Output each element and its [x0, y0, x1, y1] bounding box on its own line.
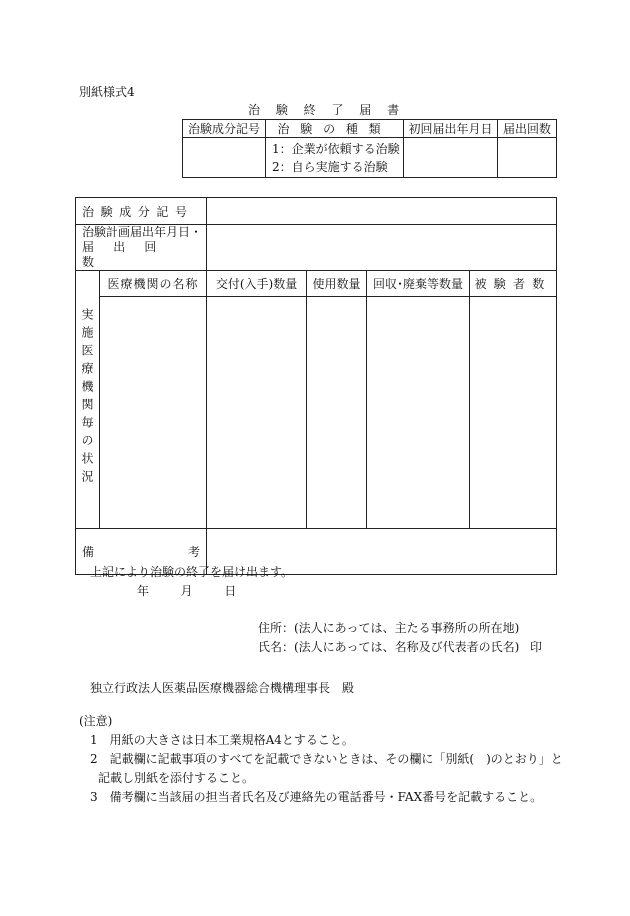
- col-delivered-quantity: 交付(入手)数量: [207, 271, 307, 297]
- top-table: [182, 119, 557, 178]
- date-month: 月: [180, 584, 193, 598]
- date-day: 日: [224, 584, 237, 598]
- delivered-quantity-field[interactable]: [207, 297, 307, 529]
- statement: 上記により治験の終了を届け出ます。: [90, 565, 294, 579]
- subject-count-field[interactable]: [470, 297, 557, 529]
- side-label: 実施医療機関毎の状況: [80, 308, 94, 488]
- header-trial-type: 治験の種類: [266, 120, 404, 138]
- col-subject-count: 被験者数: [470, 271, 557, 297]
- date-year: 年: [137, 584, 150, 598]
- trial-type-option-1: 1：企業が依頼する治験: [272, 141, 400, 156]
- date-line: [137, 585, 236, 597]
- main-table: [75, 197, 557, 575]
- plan-date-label: [76, 225, 207, 271]
- note-item-2-cont: 記載し別紙を添付すること。: [98, 771, 255, 785]
- recovered-quantity-field[interactable]: [367, 297, 470, 529]
- col-recovered-quantity: 回収･廃棄等数量: [367, 271, 470, 297]
- name-line: 氏名：(法人にあっては、名称及び代表者の氏名): [258, 640, 520, 654]
- count-value[interactable]: [498, 138, 557, 178]
- trial-type-options: [266, 138, 404, 178]
- remarks-label-char1: 備: [82, 545, 95, 559]
- note-item-2: 2 記載欄に記載事項のすべてを記載できないときは、その欄に「別紙( )のとおり」と: [90, 752, 563, 766]
- plan-date-label-line1: 治験計画届出年月日・: [82, 225, 203, 239]
- plan-date-field[interactable]: [207, 225, 557, 271]
- seal-mark: 印: [530, 640, 543, 654]
- remarks-label-char2: 考: [188, 545, 201, 559]
- header-first-date: 初回届出年月日: [404, 120, 498, 138]
- plan-date-label-line2: 届出回数: [82, 240, 176, 269]
- note-item-1: 1 用紙の大きさは日本工業規格A4とすること。: [90, 733, 354, 747]
- substance-code-value[interactable]: [183, 138, 266, 178]
- note-item-3: 3 備考欄に当該届の担当者氏名及び連絡先の電話番号・FAX番号を記載すること。: [90, 790, 543, 804]
- side-label-cell: [76, 271, 100, 529]
- substance-code-label: 治験成分記号: [76, 198, 207, 225]
- first-date-value[interactable]: [404, 138, 498, 178]
- document-title: 治 験 終 了 届 書: [248, 103, 406, 117]
- form-label: 別紙様式4: [79, 85, 135, 99]
- col-used-quantity: 使用数量: [307, 271, 367, 297]
- address-line: 住所：(法人にあっては、主たる事務所の所在地): [258, 621, 520, 635]
- col-institution-name: 医療機関の名称: [100, 271, 207, 297]
- used-quantity-field[interactable]: [307, 297, 367, 529]
- remarks-label: [82, 543, 200, 560]
- substance-code-field[interactable]: [207, 198, 557, 225]
- institution-name-field[interactable]: [100, 297, 207, 529]
- trial-type-option-2: 2：自ら実施する治験: [272, 159, 388, 174]
- notes-heading: (注意): [79, 714, 113, 728]
- header-substance-code: 治験成分記号: [183, 120, 266, 138]
- header-count: 届出回数: [498, 120, 557, 138]
- addressee: 独立行政法人医薬品医療機器総合機構理事長 殿: [90, 681, 355, 695]
